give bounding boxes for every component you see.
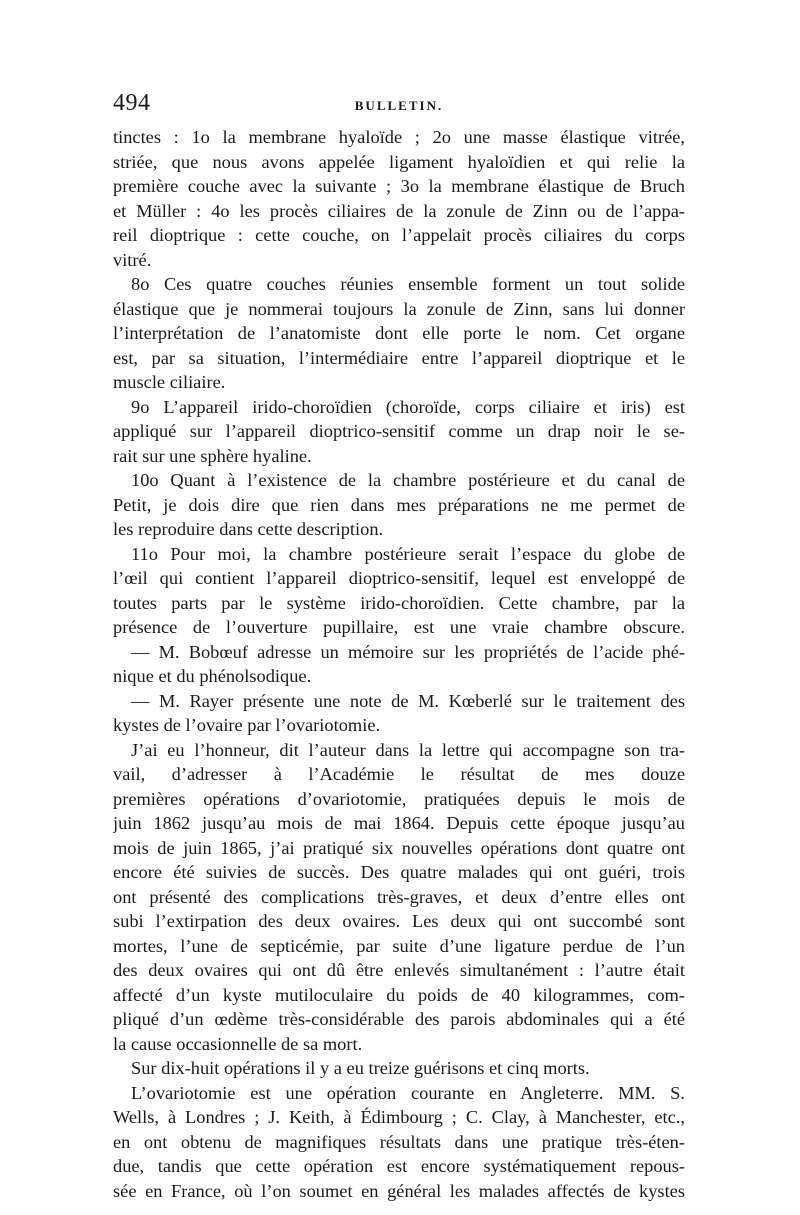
text-line: rait sur une sphère hyaline. (113, 445, 312, 466)
body-text (113, 125, 685, 1203)
text-line: l’œil qui contient l’appareil dioptrico-sensitif, lequel est enveloppé de (113, 568, 685, 588)
text-line: kystes de l’ovaire par l’ovariotomie. (113, 715, 381, 735)
text-line: vail, d’adresser à l’Académie le résultat de mes douze (113, 764, 685, 784)
text-line: reil dioptrique : cette couche, on l’appelait procès ciliaires du corps (113, 225, 685, 245)
text-line: due, tandis que cette opération est encore systématiquement repous- (113, 1156, 685, 1176)
text-line: affecté d’un kyste mutiloculaire du poids de 40 kilogrammes, com- (113, 984, 685, 1005)
text-line: encore été suivies de succès. Des quatre malades qui ont guéri, trois (113, 862, 685, 882)
text-line: les reproduire dans cette description. (113, 519, 384, 539)
text-line: striée, que nous avons appelée ligament hyaloïdien et qui relie la (113, 151, 685, 172)
text-line: et Müller : 4o les procès ciliaires de la zonule de Zinn ou de l’appa- (113, 200, 685, 221)
text-line: subi l’extirpation des deux ovaires. Les deux qui ont succombé sont (113, 911, 685, 931)
text-line: Sur dix-huit opérations il y a eu treize guérisons et cinq morts. (131, 1058, 590, 1078)
text-line: juin 1862 jusqu’au mois de mai 1864. Depuis cette époque jusqu’au (113, 813, 685, 833)
text-line: L’ovariotomie est une opération courante en Angleterre. MM. S. (131, 1082, 685, 1103)
text-line: 8o Ces quatre couches réunies ensemble forment un tout solide (131, 274, 685, 294)
text-line: tinctes : 1o la membrane hyaloïde ; 2o une masse élastique vitrée, (113, 127, 685, 147)
text-line: J’ai eu l’honneur, dit l’auteur dans la lettre qui accompagne son tra- (131, 739, 685, 760)
text-line: présence de l’ouverture pupillaire, est une vraie chambre obscure. (113, 617, 685, 637)
text-line: pliqué d’un œdème très-considérable des parois abdominales qui a été (113, 1009, 685, 1029)
text-line: vitré. (113, 249, 152, 270)
text-line: ont présenté des complications très-graves, et deux d’entre elles ont (113, 886, 685, 907)
text-line: la cause occasionnelle de sa mort. (113, 1033, 363, 1054)
running-title: BULLETIN. (354, 98, 444, 113)
text-line: Wells, à Londres ; J. Keith, à Édimbourg ; C. Clay, à Manchester, etc., (113, 1107, 685, 1127)
text-line: Petit, je dois dire que rien dans mes préparations ne me permet de (113, 494, 685, 515)
text-line: est, par sa situation, l’intermédiaire entre l’appareil dioptrique et le (113, 347, 685, 368)
text-line: l’interprétation de l’anatomiste dont elle porte le nom. Cet organe (113, 323, 685, 343)
text-line: premières opérations d’ovariotomie, pratiquées depuis le mois de (113, 788, 685, 809)
text-line: — M. Rayer présente une note de M. Kœberlé sur le traitement des (131, 690, 685, 711)
text-line: appliqué sur l’appareil dioptrico-sensitif comme un drap noir le se- (113, 421, 685, 441)
text-line: 11o Pour moi, la chambre postérieure serait l’espace du globe de (131, 543, 685, 564)
text-line: toutes parts par le système irido-choroïdien. Cette chambre, par la (113, 592, 685, 613)
page-number: 494 (113, 90, 151, 116)
text-line: muscle ciliaire. (113, 372, 226, 392)
text-line: première couche avec la suivante ; 3o la membrane élastique de Bruch (113, 176, 685, 196)
text-line: des deux ovaires qui ont dû être enlevés simultanément : l’autre était (113, 960, 685, 980)
text-line: mois de juin 1865, j’ai pratiqué six nouvelles opérations dont quatre ont (113, 837, 685, 858)
text-line: en ont obtenu de magnifiques résultats dans une pratique très-éten- (113, 1131, 685, 1152)
text-line: 9o L’appareil irido-choroïdien (choroïde, corps ciliaire et iris) est (131, 396, 685, 417)
text-line: nique et du phénolsodique. (113, 666, 312, 686)
text-line: élastique que je nommerai toujours la zonule de Zinn, sans lui donner (113, 298, 685, 319)
page-header (113, 90, 685, 120)
text-line: — M. Bobœuf adresse un mémoire sur les propriétés de l’acide phé- (131, 641, 685, 662)
text-line: mortes, l’une de septicémie, par suite d’une ligature perdue de l’un (113, 935, 685, 956)
text-line: 10o Quant à l’existence de la chambre postérieure et du canal de (131, 470, 685, 490)
text-line: sée en France, où l’on soumet en général les malades affectés de kystes (113, 1180, 685, 1201)
